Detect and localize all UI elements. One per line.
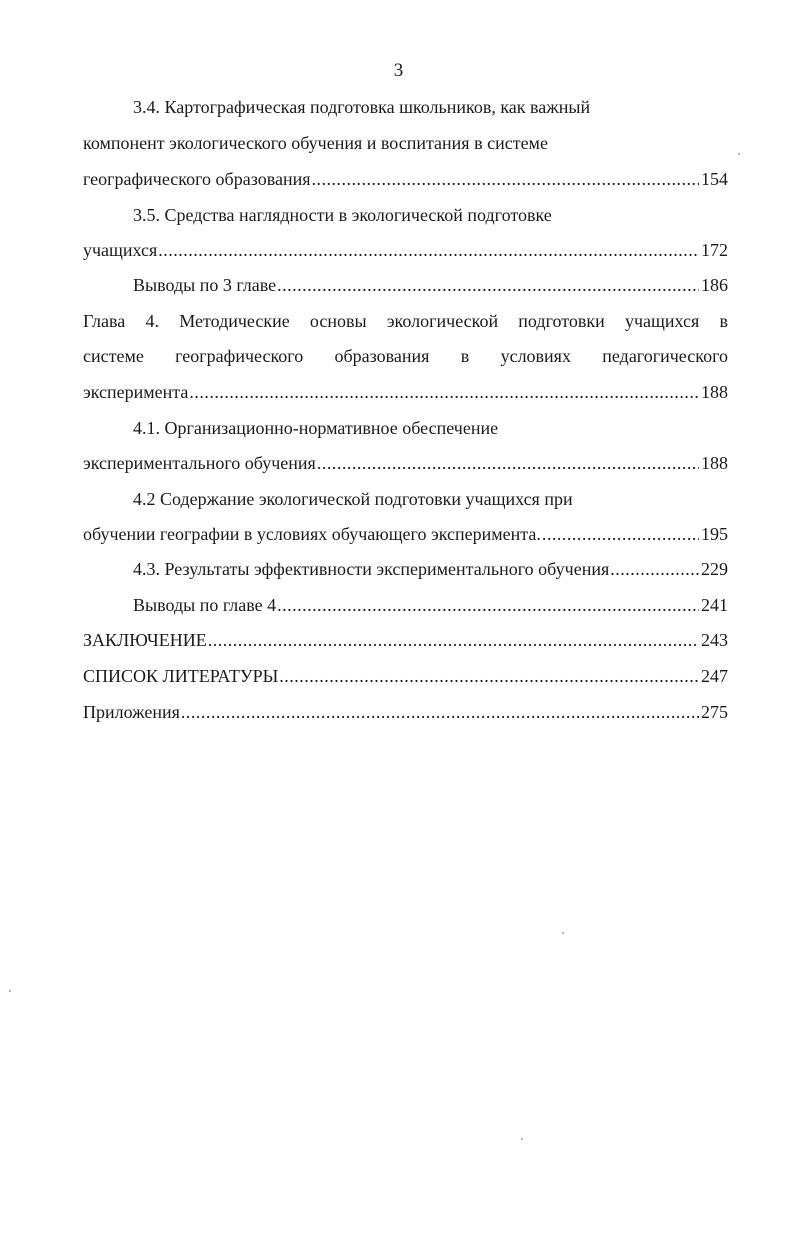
dot-leader bbox=[312, 167, 700, 191]
toc-page-number: 186 bbox=[701, 275, 728, 295]
toc-page-number: 243 bbox=[701, 630, 728, 650]
dot-leader bbox=[542, 522, 699, 546]
toc-page-number: 247 bbox=[701, 666, 728, 686]
toc-entry-references bbox=[83, 664, 728, 688]
toc-line: 3.5. Средства наглядности в экологической подготовке bbox=[133, 205, 552, 225]
toc-entry-title: Приложения bbox=[83, 702, 180, 722]
toc-line: 4.1. Организационно-нормативное обеспечение bbox=[133, 418, 499, 438]
scan-speck bbox=[562, 932, 564, 934]
dot-leader bbox=[279, 664, 699, 688]
toc-page-number: 195 bbox=[701, 524, 728, 544]
dot-leader bbox=[208, 628, 699, 652]
toc-entry-conclusions-3 bbox=[83, 273, 728, 297]
toc-entry-3-4 bbox=[83, 167, 728, 191]
toc-line: 4.2 Содержание экологической подготовки учащихся при bbox=[133, 489, 573, 509]
toc-line: системе географического образования в условиях педагогического bbox=[83, 346, 728, 366]
dot-leader bbox=[277, 273, 699, 297]
toc-entry-title: экспериментального обучения bbox=[83, 453, 316, 473]
toc-entry-title: СПИСОК ЛИТЕРАТУРЫ bbox=[83, 666, 279, 686]
dot-leader bbox=[158, 238, 699, 262]
toc-entry-4-1 bbox=[83, 451, 728, 475]
dot-leader bbox=[610, 557, 699, 581]
toc-page-number: 188 bbox=[701, 382, 728, 402]
toc-page-number: 241 bbox=[701, 595, 728, 615]
toc-entry-appendices bbox=[83, 700, 728, 724]
toc-entry-title: обучении географии в условиях обучающего эксперимента. bbox=[83, 524, 541, 544]
toc-entry-title: 4.3. Результаты эффективности экспериментального обучения bbox=[133, 559, 610, 579]
scan-speck bbox=[521, 1138, 523, 1140]
toc-entry-title: географического образования bbox=[83, 169, 311, 189]
toc-page-number: 275 bbox=[701, 702, 728, 722]
dot-leader bbox=[189, 380, 699, 404]
scan-speck bbox=[738, 153, 740, 155]
toc-entry-title: ЗАКЛЮЧЕНИЕ bbox=[83, 630, 207, 650]
toc-line: компонент экологического обучения и воспитания в системе bbox=[83, 133, 548, 153]
toc-entry-4-3 bbox=[83, 557, 728, 581]
toc-entry-3-5 bbox=[83, 238, 728, 262]
toc-page-number: 229 bbox=[701, 559, 728, 579]
dot-leader bbox=[317, 451, 699, 475]
toc-line: Глава 4. Методические основы экологической подготовки учащихся в bbox=[83, 311, 728, 331]
toc-page-number: 154 bbox=[701, 169, 728, 189]
toc-entry-conclusion bbox=[83, 628, 728, 652]
toc-entry-title: эксперимента bbox=[83, 382, 189, 402]
toc-entry-4-2 bbox=[83, 522, 728, 546]
toc-entry-title: учащихся bbox=[83, 240, 158, 260]
toc-entry-conclusions-4 bbox=[83, 593, 728, 617]
dot-leader bbox=[181, 700, 699, 724]
page-number: 3 bbox=[393, 60, 404, 81]
toc-page-number: 172 bbox=[701, 240, 728, 260]
toc-line: 3.4. Картографическая подготовка школьников, как важный bbox=[133, 97, 591, 117]
toc-page-number: 188 bbox=[701, 453, 728, 473]
scan-speck bbox=[9, 990, 11, 992]
toc-entry-title: Выводы по 3 главе bbox=[133, 275, 277, 295]
dot-leader bbox=[277, 593, 699, 617]
toc-entry-title: Выводы по главе 4 bbox=[133, 595, 277, 615]
toc-entry-chapter-4 bbox=[83, 380, 728, 404]
